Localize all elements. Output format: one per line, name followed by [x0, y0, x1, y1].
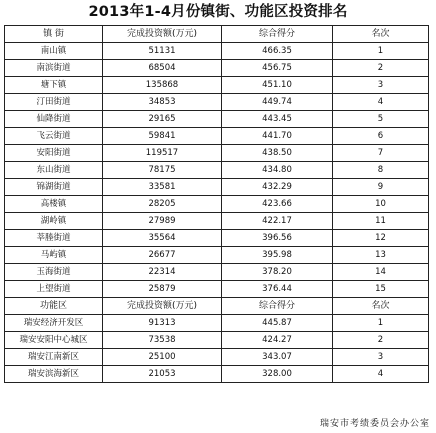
table-header-row — [5, 26, 429, 43]
investment-cell: 73538 — [103, 332, 222, 349]
table-row — [5, 230, 429, 247]
name-cell: 瑞安江南新区 — [5, 349, 103, 366]
score-cell: 综合得分 — [222, 298, 333, 315]
rank-cell: 3 — [333, 349, 429, 366]
score-cell: 395.98 — [222, 247, 333, 264]
rank-cell: 4 — [333, 366, 429, 383]
score-cell: 451.10 — [222, 77, 333, 94]
score-cell: 343.07 — [222, 349, 333, 366]
rank-cell: 11 — [333, 213, 429, 230]
score-cell: 445.87 — [222, 315, 333, 332]
rank-cell: 13 — [333, 247, 429, 264]
name-cell: 仙降街道 — [5, 111, 103, 128]
table-row — [5, 349, 429, 366]
score-cell: 441.70 — [222, 128, 333, 145]
score-cell: 423.66 — [222, 196, 333, 213]
rank-cell: 5 — [333, 111, 429, 128]
ranking-table-body — [5, 26, 429, 383]
name-cell: 莘塍街道 — [5, 230, 103, 247]
score-cell: 438.50 — [222, 145, 333, 162]
name-cell: 塘下镇 — [5, 77, 103, 94]
table-row — [5, 128, 429, 145]
rank-cell: 3 — [333, 77, 429, 94]
investment-cell: 22314 — [103, 264, 222, 281]
table-row — [5, 247, 429, 264]
rank-cell: 10 — [333, 196, 429, 213]
table-row — [5, 145, 429, 162]
rank-cell: 1 — [333, 43, 429, 60]
name-cell: 马屿镇 — [5, 247, 103, 264]
name-cell: 南山镇 — [5, 43, 103, 60]
name-cell: 飞云街道 — [5, 128, 103, 145]
score-cell: 376.44 — [222, 281, 333, 298]
investment-cell: 33581 — [103, 179, 222, 196]
table-header-row — [5, 298, 429, 315]
rank-cell: 7 — [333, 145, 429, 162]
score-cell: 466.35 — [222, 43, 333, 60]
table-row — [5, 366, 429, 383]
table-row — [5, 315, 429, 332]
name-cell: 上望街道 — [5, 281, 103, 298]
score-cell: 456.75 — [222, 60, 333, 77]
name-cell: 高楼镇 — [5, 196, 103, 213]
rank-cell: 2 — [333, 332, 429, 349]
investment-cell: 135868 — [103, 77, 222, 94]
name-cell: 安阳街道 — [5, 145, 103, 162]
investment-cell: 25100 — [103, 349, 222, 366]
rank-cell: 名次 — [333, 26, 429, 43]
table-row — [5, 43, 429, 60]
investment-cell: 完成投资额(万元) — [103, 26, 222, 43]
rank-cell: 9 — [333, 179, 429, 196]
name-cell: 镇 街 — [5, 26, 103, 43]
name-cell: 东山街道 — [5, 162, 103, 179]
investment-cell: 27989 — [103, 213, 222, 230]
investment-cell: 119517 — [103, 145, 222, 162]
score-cell: 449.74 — [222, 94, 333, 111]
name-cell: 功能区 — [5, 298, 103, 315]
rank-cell: 4 — [333, 94, 429, 111]
investment-cell: 91313 — [103, 315, 222, 332]
investment-cell: 68504 — [103, 60, 222, 77]
investment-cell: 完成投资额(万元) — [103, 298, 222, 315]
rank-cell: 12 — [333, 230, 429, 247]
name-cell: 玉海街道 — [5, 264, 103, 281]
name-cell: 锦湖街道 — [5, 179, 103, 196]
table-row — [5, 111, 429, 128]
investment-cell: 78175 — [103, 162, 222, 179]
table-row — [5, 60, 429, 77]
investment-cell: 59841 — [103, 128, 222, 145]
score-cell: 综合得分 — [222, 26, 333, 43]
score-cell: 328.00 — [222, 366, 333, 383]
score-cell: 434.80 — [222, 162, 333, 179]
name-cell: 汀田街道 — [5, 94, 103, 111]
table-row — [5, 264, 429, 281]
table-row — [5, 196, 429, 213]
score-cell: 432.29 — [222, 179, 333, 196]
score-cell: 378.20 — [222, 264, 333, 281]
table-row — [5, 179, 429, 196]
investment-cell: 51131 — [103, 43, 222, 60]
investment-cell: 28205 — [103, 196, 222, 213]
investment-cell: 21053 — [103, 366, 222, 383]
table-row — [5, 281, 429, 298]
name-cell: 瑞安经济开发区 — [5, 315, 103, 332]
ranking-table — [4, 25, 429, 383]
rank-cell: 6 — [333, 128, 429, 145]
investment-cell: 34853 — [103, 94, 222, 111]
investment-cell: 35564 — [103, 230, 222, 247]
rank-cell: 名次 — [333, 298, 429, 315]
score-cell: 396.56 — [222, 230, 333, 247]
investment-cell: 29165 — [103, 111, 222, 128]
score-cell: 424.27 — [222, 332, 333, 349]
score-cell: 422.17 — [222, 213, 333, 230]
score-cell: 443.45 — [222, 111, 333, 128]
issuer-footer: 瑞安市考绩委员会办公室 — [319, 419, 430, 429]
rank-cell: 1 — [333, 315, 429, 332]
name-cell: 湖岭镇 — [5, 213, 103, 230]
table-row — [5, 162, 429, 179]
name-cell: 瑞安安阳中心城区 — [5, 332, 103, 349]
table-row — [5, 332, 429, 349]
table-row — [5, 94, 429, 111]
investment-cell: 25879 — [103, 281, 222, 298]
investment-cell: 26677 — [103, 247, 222, 264]
page-title: 2013年1-4月份镇街、功能区投资排名 — [88, 4, 348, 20]
table-row — [5, 213, 429, 230]
rank-cell: 8 — [333, 162, 429, 179]
table-row — [5, 77, 429, 94]
rank-cell: 15 — [333, 281, 429, 298]
rank-cell: 2 — [333, 60, 429, 77]
rank-cell: 14 — [333, 264, 429, 281]
name-cell: 瑞安滨海新区 — [5, 366, 103, 383]
name-cell: 南滨街道 — [5, 60, 103, 77]
